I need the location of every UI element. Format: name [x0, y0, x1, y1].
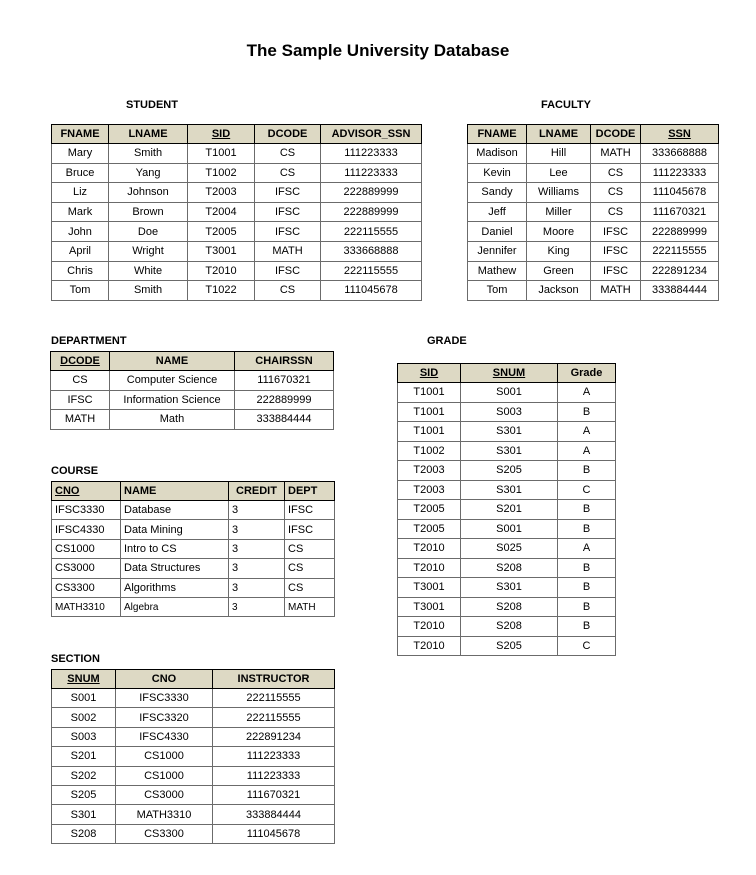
table-row — [52, 766, 335, 785]
table-row — [52, 202, 422, 222]
table-cell: CS3300 — [116, 824, 213, 843]
table-cell: Williams — [527, 183, 591, 203]
faculty-table — [467, 124, 719, 301]
table-cell: T1002 — [398, 441, 461, 461]
table-row — [398, 578, 616, 598]
table-cell: Lee — [527, 163, 591, 183]
table-cell: S205 — [461, 636, 558, 656]
table-row — [398, 402, 616, 422]
table-cell: Mary — [52, 144, 109, 164]
table-row — [468, 183, 719, 203]
table-cell: S025 — [461, 539, 558, 559]
table-cell: T2005 — [398, 500, 461, 520]
table-cell: Data Mining — [121, 520, 229, 539]
table-row — [468, 281, 719, 301]
table-row — [51, 410, 334, 430]
table-cell: T2003 — [398, 480, 461, 500]
table-cell: A — [558, 539, 616, 559]
section-table — [51, 669, 335, 844]
table-cell: 3 — [229, 559, 285, 578]
table-row — [52, 559, 335, 578]
table-cell: T2003 — [398, 461, 461, 481]
table-cell: Jennifer — [468, 241, 527, 261]
table-cell: B — [558, 519, 616, 539]
col-header: Grade — [558, 364, 616, 383]
table-cell: A — [558, 422, 616, 442]
table-cell: Chris — [52, 261, 109, 281]
table-row — [398, 558, 616, 578]
grade-table — [397, 363, 616, 656]
table-cell: 222891234 — [641, 261, 719, 281]
col-header: NAME — [121, 482, 229, 501]
table-row — [52, 689, 335, 708]
table-cell: S001 — [461, 519, 558, 539]
table-cell: S201 — [52, 747, 116, 766]
table-cell: IFSC — [285, 520, 335, 539]
course-table — [51, 481, 335, 617]
table-cell: IFSC — [255, 222, 321, 242]
table-row — [398, 617, 616, 637]
table-cell: IFSC — [255, 261, 321, 281]
grade-caption: GRADE — [427, 335, 467, 347]
table-row — [398, 539, 616, 559]
table-cell: CS — [285, 539, 335, 558]
table-cell: CS — [255, 281, 321, 301]
table-row — [52, 785, 335, 804]
table-cell: Tom — [468, 281, 527, 301]
table-cell: April — [52, 241, 109, 261]
table-cell: IFSC — [51, 390, 110, 410]
table-cell: MATH3310 — [116, 805, 213, 824]
table-cell: Daniel — [468, 222, 527, 242]
table-cell: Miller — [527, 202, 591, 222]
table-cell: B — [558, 402, 616, 422]
table-cell: 333884444 — [641, 281, 719, 301]
col-header: DCODE — [255, 125, 321, 144]
table-row — [468, 261, 719, 281]
table-cell: T2005 — [188, 222, 255, 242]
table-cell: 222115555 — [213, 708, 335, 727]
table-cell: Algebra — [121, 597, 229, 616]
col-header: CNO — [52, 482, 121, 501]
table-row — [398, 422, 616, 442]
table-cell: Sandy — [468, 183, 527, 203]
table-row — [51, 390, 334, 410]
col-header: CREDIT — [229, 482, 285, 501]
table-cell: 111045678 — [641, 183, 719, 203]
table-cell: T3001 — [188, 241, 255, 261]
table-cell: 111670321 — [235, 371, 334, 391]
table-cell: IFSC3330 — [52, 501, 121, 520]
department-table — [50, 351, 334, 430]
col-header: ADVISOR_SSN — [321, 125, 422, 144]
table-cell: Computer Science — [110, 371, 235, 391]
table-cell: IFSC — [591, 222, 641, 242]
table-cell: IFSC — [255, 202, 321, 222]
table-cell: S208 — [461, 558, 558, 578]
table-row — [52, 501, 335, 520]
table-cell: B — [558, 461, 616, 481]
table-cell: 111670321 — [641, 202, 719, 222]
table-cell: S208 — [461, 617, 558, 637]
table-cell: B — [558, 578, 616, 598]
department-caption: DEPARTMENT — [51, 335, 127, 347]
col-header: LNAME — [109, 125, 188, 144]
table-cell: 222115555 — [641, 241, 719, 261]
table-cell: 333668888 — [641, 144, 719, 164]
table-cell: 111223333 — [213, 766, 335, 785]
table-cell: T2010 — [398, 539, 461, 559]
table-cell: 222889999 — [321, 183, 422, 203]
faculty-caption: FACULTY — [541, 99, 591, 111]
table-cell: Jeff — [468, 202, 527, 222]
table-cell: John — [52, 222, 109, 242]
table-cell: Mathew — [468, 261, 527, 281]
table-cell: CS — [255, 163, 321, 183]
table-cell: S002 — [52, 708, 116, 727]
table-cell: MATH — [255, 241, 321, 261]
col-header: DCODE — [51, 352, 110, 371]
table-cell: 222889999 — [321, 202, 422, 222]
table-cell: A — [558, 383, 616, 403]
table-row — [398, 500, 616, 520]
table-cell: Smith — [109, 144, 188, 164]
table-cell: S205 — [461, 461, 558, 481]
table-cell: 222115555 — [321, 261, 422, 281]
table-cell: S205 — [52, 785, 116, 804]
table-cell: A — [558, 441, 616, 461]
table-row — [398, 461, 616, 481]
table-cell: 3 — [229, 597, 285, 616]
col-header: CHAIRSSN — [235, 352, 334, 371]
table-row — [398, 597, 616, 617]
table-cell: King — [527, 241, 591, 261]
table-cell: CS — [255, 144, 321, 164]
table-cell: S202 — [52, 766, 116, 785]
table-cell: S208 — [52, 824, 116, 843]
table-cell: 333884444 — [235, 410, 334, 430]
table-row — [51, 371, 334, 391]
table-cell: 333884444 — [213, 805, 335, 824]
table-cell: C — [558, 636, 616, 656]
table-cell: MATH — [285, 597, 335, 616]
table-row — [52, 144, 422, 164]
table-cell: Database — [121, 501, 229, 520]
table-cell: Hill — [527, 144, 591, 164]
table-row — [398, 519, 616, 539]
table-cell: CS1000 — [116, 766, 213, 785]
table-cell: Madison — [468, 144, 527, 164]
table-row — [398, 383, 616, 403]
table-cell: S301 — [52, 805, 116, 824]
table-cell: T3001 — [398, 578, 461, 598]
table-cell: 222891234 — [213, 727, 335, 746]
col-header: INSTRUCTOR — [213, 670, 335, 689]
col-header: SNUM — [461, 364, 558, 383]
table-cell: 222115555 — [213, 689, 335, 708]
table-cell: Johnson — [109, 183, 188, 203]
table-cell: 333668888 — [321, 241, 422, 261]
table-cell: T1001 — [398, 383, 461, 403]
table-cell: IFSC — [255, 183, 321, 203]
table-cell: 111223333 — [641, 163, 719, 183]
table-cell: B — [558, 558, 616, 578]
table-cell: T1001 — [188, 144, 255, 164]
table-cell: Math — [110, 410, 235, 430]
table-cell: T2005 — [398, 519, 461, 539]
table-row — [468, 222, 719, 242]
table-cell: Brown — [109, 202, 188, 222]
table-cell: 3 — [229, 539, 285, 558]
page-title: The Sample University Database — [246, 41, 510, 60]
table-cell: IFSC3330 — [116, 689, 213, 708]
table-cell: C — [558, 480, 616, 500]
table-cell: S208 — [461, 597, 558, 617]
table-cell: MATH — [51, 410, 110, 430]
table-cell: S003 — [52, 727, 116, 746]
table-row — [398, 636, 616, 656]
col-header: SID — [398, 364, 461, 383]
table-cell: 111223333 — [321, 144, 422, 164]
table-cell: Intro to CS — [121, 539, 229, 558]
table-cell: IFSC4330 — [116, 727, 213, 746]
table-row — [52, 824, 335, 843]
table-cell: T1022 — [188, 281, 255, 301]
section-caption: SECTION — [51, 653, 100, 665]
table-cell: B — [558, 597, 616, 617]
table-cell: S301 — [461, 441, 558, 461]
table-cell: 111670321 — [213, 785, 335, 804]
table-cell: 3 — [229, 578, 285, 597]
table-cell: Liz — [52, 183, 109, 203]
table-cell: Kevin — [468, 163, 527, 183]
table-cell: CS — [285, 578, 335, 597]
table-row — [52, 708, 335, 727]
table-cell: T2010 — [398, 558, 461, 578]
table-cell: IFSC4330 — [52, 520, 121, 539]
table-row — [52, 183, 422, 203]
table-cell: T1001 — [398, 402, 461, 422]
table-cell: CS — [591, 183, 641, 203]
table-row — [52, 281, 422, 301]
student-caption: STUDENT — [126, 99, 178, 111]
table-cell: 3 — [229, 520, 285, 539]
table-row — [468, 144, 719, 164]
table-cell: CS1000 — [116, 747, 213, 766]
table-cell: 111223333 — [321, 163, 422, 183]
table-cell: T3001 — [398, 597, 461, 617]
table-cell: IFSC — [591, 241, 641, 261]
table-cell: CS — [51, 371, 110, 391]
table-cell: MATH3310 — [52, 597, 121, 616]
col-header: FNAME — [468, 125, 527, 144]
table-cell: CS3000 — [116, 785, 213, 804]
table-row — [468, 202, 719, 222]
table-cell: 111045678 — [321, 281, 422, 301]
table-cell: T2010 — [188, 261, 255, 281]
table-cell: IFSC3320 — [116, 708, 213, 727]
student-table — [51, 124, 422, 301]
table-cell: T2003 — [188, 183, 255, 203]
table-row — [52, 805, 335, 824]
table-row — [52, 520, 335, 539]
table-cell: Moore — [527, 222, 591, 242]
table-row — [52, 241, 422, 261]
table-row — [52, 539, 335, 558]
table-row — [52, 578, 335, 597]
table-row — [52, 727, 335, 746]
table-cell: S001 — [52, 689, 116, 708]
table-cell: B — [558, 617, 616, 637]
table-row — [52, 222, 422, 242]
table-cell: White — [109, 261, 188, 281]
table-row — [468, 163, 719, 183]
table-cell: T2004 — [188, 202, 255, 222]
table-cell: T1001 — [398, 422, 461, 442]
table-cell: S301 — [461, 480, 558, 500]
table-cell: CS — [285, 559, 335, 578]
table-row — [52, 747, 335, 766]
table-cell: T2010 — [398, 636, 461, 656]
table-cell: 222889999 — [235, 390, 334, 410]
table-cell: Jackson — [527, 281, 591, 301]
table-cell: 222889999 — [641, 222, 719, 242]
col-header: LNAME — [527, 125, 591, 144]
table-cell: S201 — [461, 500, 558, 520]
table-cell: Algorithms — [121, 578, 229, 597]
table-row — [52, 597, 335, 616]
table-cell: MATH — [591, 144, 641, 164]
table-cell: T1002 — [188, 163, 255, 183]
table-cell: Tom — [52, 281, 109, 301]
col-header: NAME — [110, 352, 235, 371]
table-cell: Mark — [52, 202, 109, 222]
table-cell: 3 — [229, 501, 285, 520]
col-header: SSN — [641, 125, 719, 144]
table-cell: Doe — [109, 222, 188, 242]
table-row — [468, 241, 719, 261]
table-cell: IFSC — [285, 501, 335, 520]
course-caption: COURSE — [51, 465, 99, 477]
table-cell: MATH — [591, 281, 641, 301]
table-row — [52, 261, 422, 281]
table-cell: 111223333 — [213, 747, 335, 766]
table-cell: 222115555 — [321, 222, 422, 242]
table-cell: Green — [527, 261, 591, 281]
table-cell: S301 — [461, 578, 558, 598]
table-cell: IFSC — [591, 261, 641, 281]
col-header: SNUM — [52, 670, 116, 689]
table-cell: CS3300 — [52, 578, 121, 597]
table-cell: S003 — [461, 402, 558, 422]
table-cell: CS3000 — [52, 559, 121, 578]
table-cell: Yang — [109, 163, 188, 183]
table-cell: CS — [591, 163, 641, 183]
table-cell: Information Science — [110, 390, 235, 410]
table-cell: CS — [591, 202, 641, 222]
col-header: DEPT — [285, 482, 335, 501]
table-cell: T2010 — [398, 617, 461, 637]
col-header: CNO — [116, 670, 213, 689]
col-header: DCODE — [591, 125, 641, 144]
table-cell: Wright — [109, 241, 188, 261]
table-cell: B — [558, 500, 616, 520]
table-cell: 111045678 — [213, 824, 335, 843]
table-cell: CS1000 — [52, 539, 121, 558]
table-row — [398, 480, 616, 500]
col-header: SID — [188, 125, 255, 144]
table-row — [52, 163, 422, 183]
table-cell: Bruce — [52, 163, 109, 183]
table-cell: Data Structures — [121, 559, 229, 578]
col-header: FNAME — [52, 125, 109, 144]
table-cell: S001 — [461, 383, 558, 403]
table-cell: S301 — [461, 422, 558, 442]
table-row — [398, 441, 616, 461]
table-cell: Smith — [109, 281, 188, 301]
